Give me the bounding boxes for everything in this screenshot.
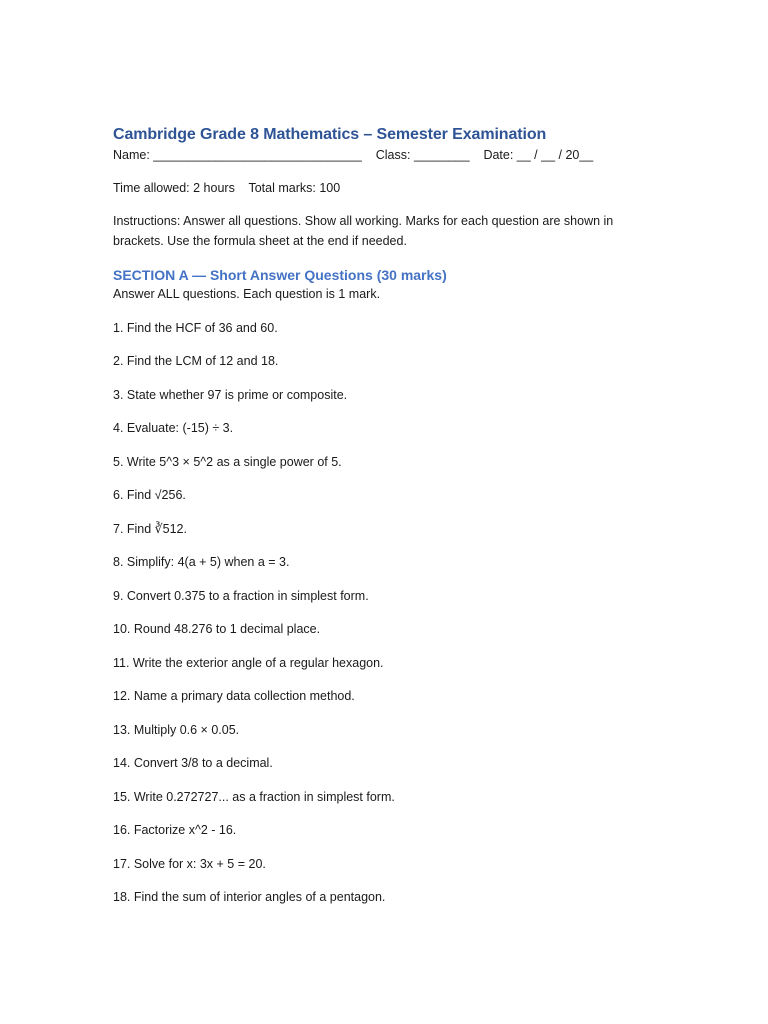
section-a-heading: SECTION A — Short Answer Questions (30 marks) bbox=[113, 267, 447, 283]
question-item: 15. Write 0.272727... as a fraction in simplest form. bbox=[113, 789, 395, 804]
question-item: 17. Solve for x: 3x + 5 = 20. bbox=[113, 856, 266, 871]
question-item: 14. Convert 3/8 to a decimal. bbox=[113, 756, 273, 770]
question-item: 16. Factorize x^2 - 16. bbox=[113, 823, 237, 837]
question-item: 5. Write 5^3 × 5^2 as a single power of 5. bbox=[113, 454, 342, 469]
question-item: 6. Find √256. bbox=[113, 488, 186, 502]
question-item: 1. Find the HCF of 36 and 60. bbox=[113, 320, 278, 335]
question-item: 3. State whether 97 is prime or composite. bbox=[113, 387, 348, 402]
question-item: 9. Convert 0.375 to a fraction in simplest form. bbox=[113, 588, 369, 603]
question-item: 8. Simplify: 4(a + 5) when a = 3. bbox=[113, 555, 290, 569]
time-and-marks-line: Time allowed: 2 hours Total marks: 100 bbox=[113, 180, 341, 195]
question-item: 2. Find the LCM of 12 and 18. bbox=[113, 354, 279, 368]
section-a-subtext: Answer ALL questions. Each question is 1 mark. bbox=[113, 287, 381, 301]
question-item: 7. Find ∛512. bbox=[113, 521, 187, 536]
question-item: 4. Evaluate: (-15) ÷ 3. bbox=[113, 421, 234, 435]
question-list bbox=[113, 319, 653, 908]
instructions-paragraph: Instructions: Answer all questions. Show all working. Marks for each question are shown in brackets. Use the formula sheet at the end if needed. bbox=[113, 214, 614, 248]
question-item: 12. Name a primary data collection method. bbox=[113, 689, 355, 703]
document-body bbox=[113, 124, 653, 908]
question-item: 18. Find the sum of interior angles of a pentagon. bbox=[113, 890, 386, 904]
question-item: 10. Round 48.276 to 1 decimal place. bbox=[113, 622, 321, 636]
student-details-line: Name: ______________________________ Class: ________ Date: __ / __ / 20__ bbox=[113, 148, 594, 162]
question-item: 13. Multiply 0.6 × 0.05. bbox=[113, 722, 240, 737]
document-title: Cambridge Grade 8 Mathematics – Semester Examination bbox=[113, 126, 547, 143]
question-item: 11. Write the exterior angle of a regular hexagon. bbox=[113, 655, 384, 670]
